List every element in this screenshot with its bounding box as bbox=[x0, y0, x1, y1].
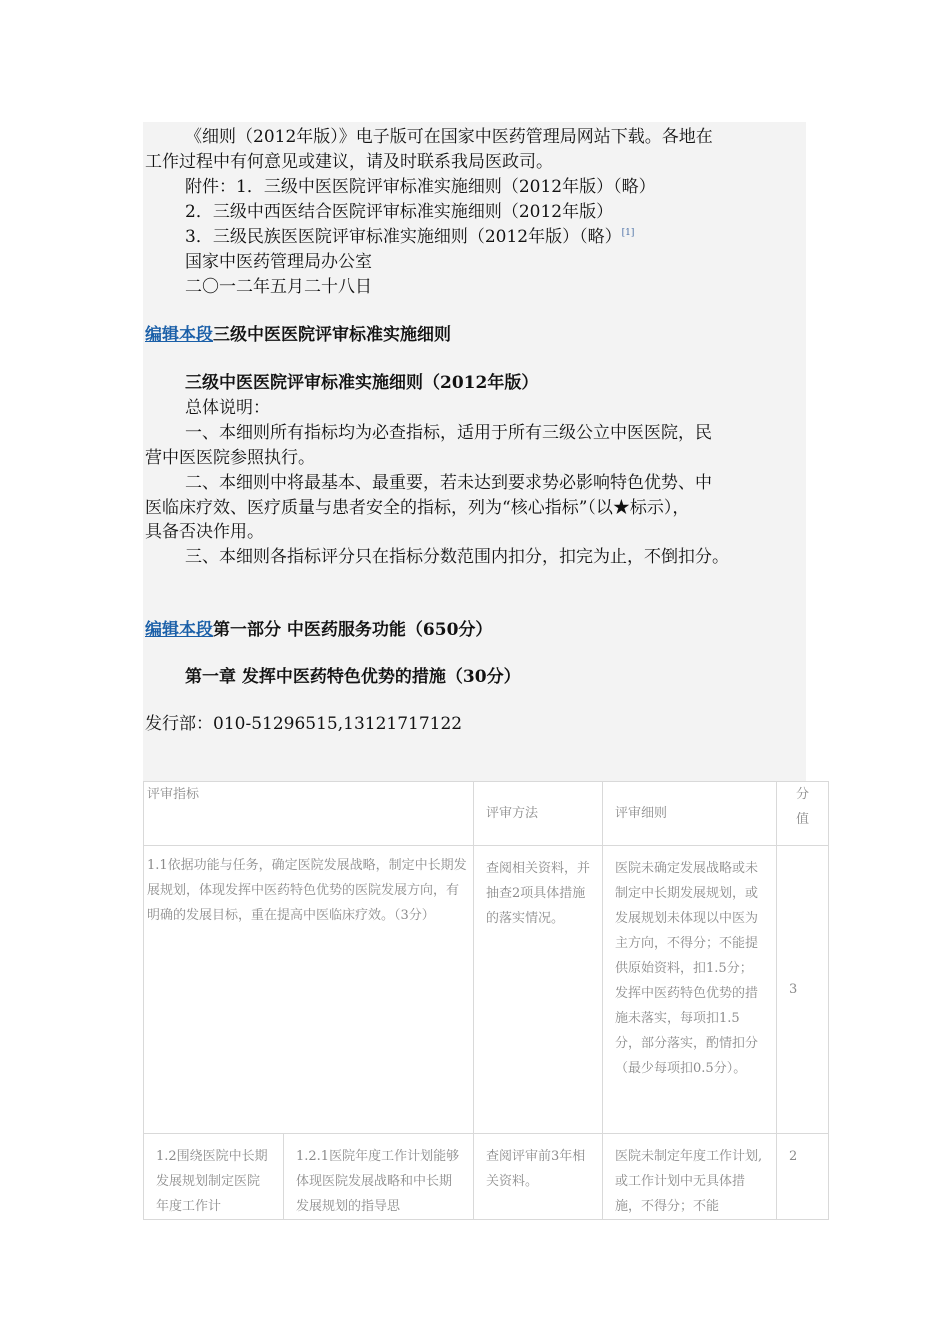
issue-date: 二〇一二年五月二十八日 bbox=[185, 277, 372, 297]
reference-link[interactable]: [1] bbox=[621, 228, 635, 238]
table-row bbox=[144, 846, 829, 1134]
attachment-3 bbox=[185, 225, 634, 249]
rule-2-line-1: 二、本细则中将最基本、最重要，若未达到要求势必影响特色优势、中 bbox=[185, 473, 712, 493]
section-heading-text: 三级中医医院评审标准实施细则 bbox=[213, 325, 451, 345]
rule-2-line-2: 医临床疗效、医疗质量与患者安全的指标，列为“核心指标”（以★标示）， bbox=[145, 498, 690, 518]
section-heading-1 bbox=[145, 323, 451, 347]
chapter-heading: 第一章 发挥中医药特色优势的措施（30分） bbox=[185, 667, 521, 687]
row-detail: 医院未确定发展战略或未制定中长期发展规划，或发展规划未体现以中医为主方向，不得分；不能提供原始资料，扣1.5分；发挥中医药特色优势的措施未落实，每项扣1.5分，部分落实，酌情扣分（最少每项扣0.5分）。 bbox=[603, 846, 777, 1134]
edit-section-link[interactable]: 编辑本段 bbox=[145, 620, 213, 640]
attachment-2: 2．三级中西医结合医院评审标准实施细则（2012年版） bbox=[185, 202, 614, 222]
rule-2-line-3: 具备否决作用。 bbox=[145, 522, 264, 542]
attachment-1: 附件：1．三级中医医院评审标准实施细则（2012年版）（略） bbox=[185, 177, 656, 197]
table-row bbox=[144, 1134, 829, 1220]
row-score: 2 bbox=[777, 1134, 829, 1220]
criteria-table bbox=[143, 781, 829, 1220]
issuing-office: 国家中医药管理局办公室 bbox=[185, 252, 372, 272]
header-indicator: 评审指标 bbox=[144, 782, 474, 846]
publisher-contact: 发行部：010-51296515,13121717122 bbox=[145, 714, 463, 734]
row-score: 3 bbox=[777, 846, 829, 1134]
row-detail: 医院未制定年度工作计划,或工作计划中无具体措施，不得分；不能 bbox=[603, 1134, 777, 1220]
rule-3: 三、本细则各指标评分只在指标分数范围内扣分，扣完为止，不倒扣分。 bbox=[185, 547, 729, 567]
overview-label: 总体说明： bbox=[185, 398, 270, 418]
section-heading-2 bbox=[145, 618, 492, 642]
intro-line-1: 《细则（2012年版）》电子版可在国家中医药管理局网站下载。各地在 bbox=[185, 127, 713, 147]
rule-1-line-1: 一、本细则所有指标均为必查指标，适用于所有三级公立中医医院，民 bbox=[185, 423, 712, 443]
row-sub-indicator: 1.2.1医院年度工作计划能够体现医院发展战略和中长期发展规划的指导思 bbox=[284, 1134, 474, 1220]
row-indicator: 1.2围绕医院中长期发展规划制定医院年度工作计 bbox=[144, 1134, 284, 1220]
row-method: 查阅相关资料，并抽查2项具体措施的落实情况。 bbox=[474, 846, 603, 1134]
header-score bbox=[777, 782, 829, 846]
row-indicator: 1.1依据功能与任务，确定医院发展战略，制定中长期发展规划，体现发挥中医药特色优势的医院发展方向，有明确的发展目标，重在提高中医临床疗效。（3分） bbox=[144, 846, 474, 1134]
section-heading-text: 第一部分 中医药服务功能（650分） bbox=[213, 620, 493, 640]
header-detail: 评审细则 bbox=[603, 782, 777, 846]
edit-section-link[interactable]: 编辑本段 bbox=[145, 325, 213, 345]
header-score-text: 分值 bbox=[796, 787, 810, 827]
table-header-row bbox=[144, 782, 829, 846]
row-method: 查阅评审前3年相关资料。 bbox=[474, 1134, 603, 1220]
attachment-3-text: 3．三级民族医医院评审标准实施细则（2012年版）（略） bbox=[185, 227, 622, 247]
intro-line-2: 工作过程中有何意见或建议，请及时联系我局医政司。 bbox=[145, 152, 553, 172]
document-subtitle: 三级中医医院评审标准实施细则（2012年版） bbox=[185, 373, 539, 393]
header-method: 评审方法 bbox=[474, 782, 603, 846]
rule-1-line-2: 营中医医院参照执行。 bbox=[145, 448, 315, 468]
